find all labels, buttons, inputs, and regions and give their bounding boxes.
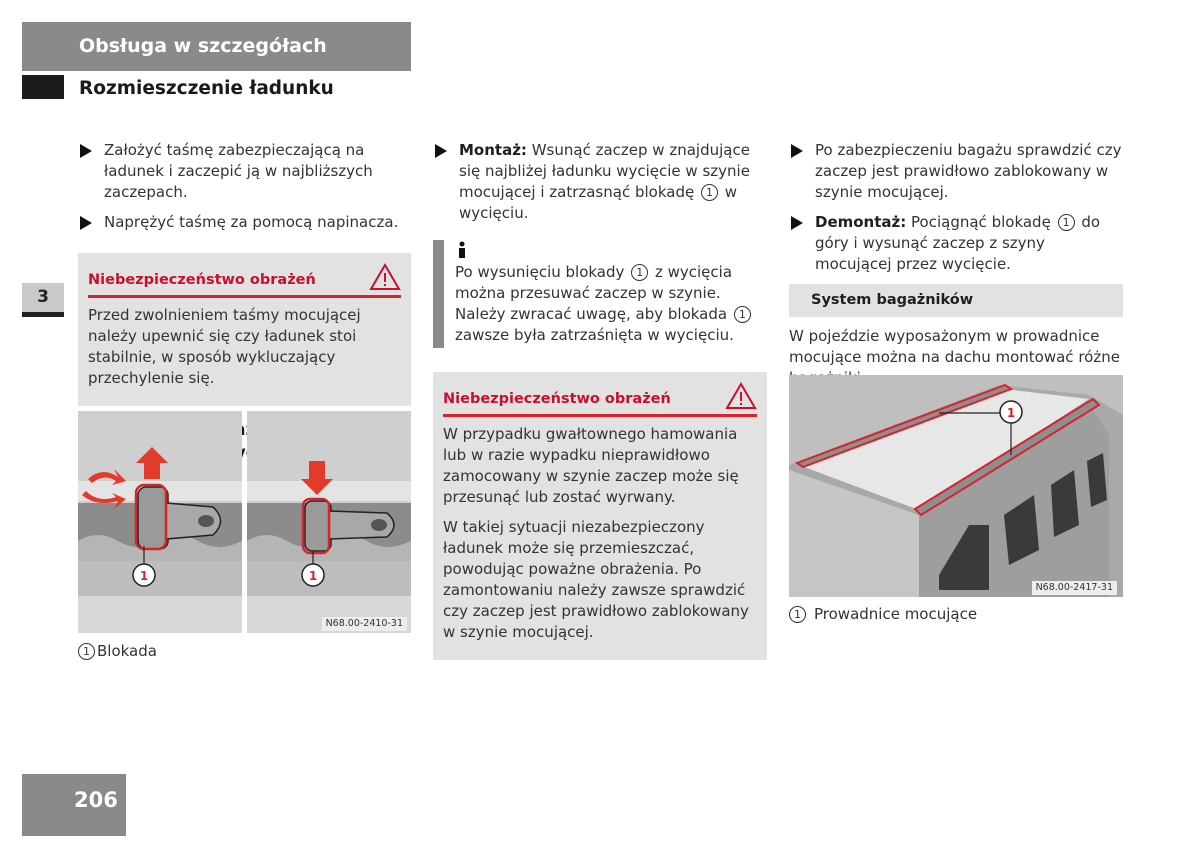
note-text xyxy=(455,262,767,346)
bullet-text: Po zabezpieczeniu bagażu sprawdzić czy zaczep jest prawidłowo zablokowany w szynie mocującej. xyxy=(815,141,1122,201)
note-text-part: zawsze była zatrzaśnięta w wycięciu. xyxy=(455,326,734,344)
note-text-part: Po wysunięciu blokady xyxy=(455,263,625,281)
info-note xyxy=(433,240,767,346)
callout-number: 1 xyxy=(701,184,718,201)
svg-text:1: 1 xyxy=(308,569,318,583)
section-marker xyxy=(22,75,64,99)
warning-header xyxy=(88,253,401,298)
warning-box xyxy=(433,372,767,660)
page-number: 206 xyxy=(74,788,118,812)
dismount-label: Demontaż: xyxy=(815,213,907,231)
bullet-arrow-icon xyxy=(435,144,447,158)
page-number-tab xyxy=(22,774,126,836)
info-icon xyxy=(455,240,469,258)
note-text-part: z wycięcia można przesuwać zaczep w szynie. Należy zwracać uwagę, aby blokada xyxy=(455,263,733,323)
figure-caption xyxy=(789,604,977,625)
callout-number: 1 xyxy=(631,264,648,281)
bullet-text: Naprężyć taśmę za pomocą napinacza. xyxy=(104,213,399,231)
note-bar xyxy=(433,240,444,348)
mount-label: Montaż: xyxy=(459,141,527,159)
warning-body xyxy=(443,417,757,643)
warning-text: Przed zwolnieniem taśmy mocującej należy upewnić się czy ładunek stoi stabilnie, w sposób wykluczający przechylenie się. xyxy=(88,306,361,387)
bullet-item xyxy=(78,140,411,203)
chapter-number: 3 xyxy=(37,287,49,307)
column-2 xyxy=(433,140,767,660)
warning-text: W takiej sytuacji niezabezpieczony ładunek może się przemieszczać, powodując poważne obrażenia. Po zamontowaniu należy zawsze sprawdzić czy zaczep jest prawidłowo zablokowany w szynie mocującej. xyxy=(443,518,749,641)
bullet-arrow-icon xyxy=(80,216,92,230)
mount-text: Wsunąć zaczep w znajdujące się najbliżej ładunku wycięcie w szynie mocującej i zatrzasnąć blokadę xyxy=(459,141,750,201)
dismount-text: Pociągnąć blokadę xyxy=(911,213,1051,231)
warning-box xyxy=(78,253,411,406)
bullet-item xyxy=(78,212,411,233)
warning-text: W przypadku gwałtownego hamowania lub w razie wypadku nieprawidłowo zamocowany w szynie zaczep może się przesunąć lub zostać wyrwany. xyxy=(443,425,739,506)
callout-number: 1 xyxy=(734,306,751,323)
figure-roof-rails xyxy=(789,375,1123,597)
bullet-item xyxy=(789,140,1123,203)
warning-label: Niebezpieczeństwo obrażeń xyxy=(88,272,316,288)
rail-lock-illustration xyxy=(78,411,242,633)
dismount-text-end: do góry i wysunąć zaczep z szyny mocującej przez wycięcie. xyxy=(815,213,1101,273)
figure-caption xyxy=(78,641,157,662)
figure-lock-mounting-right xyxy=(247,411,411,633)
svg-text:1: 1 xyxy=(139,569,149,583)
warning-label: Niebezpieczeństwo obrażeń xyxy=(443,391,671,407)
rail-lock-illustration xyxy=(247,411,411,633)
section-header-title: System bagażników xyxy=(811,292,974,308)
mount-text-end: w wycięciu. xyxy=(459,183,738,222)
warning-triangle-icon xyxy=(369,263,401,291)
bullet-arrow-icon xyxy=(791,216,803,230)
section-header xyxy=(789,284,1123,317)
figure-code: N68.00-2417-31 xyxy=(1032,581,1117,595)
bullet-arrow-icon xyxy=(80,144,92,158)
figure-code: N68.00-2410-31 xyxy=(322,617,407,631)
svg-text:1: 1 xyxy=(1006,406,1016,420)
figure-lock-mounting-left xyxy=(78,411,242,633)
caption-text: Blokada xyxy=(97,642,157,660)
section-text: W pojeździe wyposażonym w prowadnice mocujące można na dachu montować różne xyxy=(789,327,1120,366)
page-header-title: Obsługa w szczegółach xyxy=(79,35,327,57)
warning-triangle-icon xyxy=(725,382,757,410)
bullet-item xyxy=(433,140,767,224)
chapter-tab xyxy=(22,283,64,317)
callout-number: 1 xyxy=(1058,214,1075,231)
warning-body xyxy=(88,298,401,389)
callout-number: 1 xyxy=(78,643,95,660)
van-roof-illustration xyxy=(789,375,1123,597)
bullet-text: Założyć taśmę zabezpieczającą na ładunek i zaczepić ją w najbliższych zaczepach. xyxy=(104,141,373,201)
warning-header xyxy=(443,372,757,417)
bullet-arrow-icon xyxy=(791,144,803,158)
page-header-subtitle: Rozmieszczenie ładunku xyxy=(79,78,334,99)
caption-text: Prowadnice mocujące xyxy=(814,605,978,623)
column-3 xyxy=(789,140,1123,389)
bullet-item xyxy=(789,212,1123,275)
callout-number: 1 xyxy=(789,606,806,623)
